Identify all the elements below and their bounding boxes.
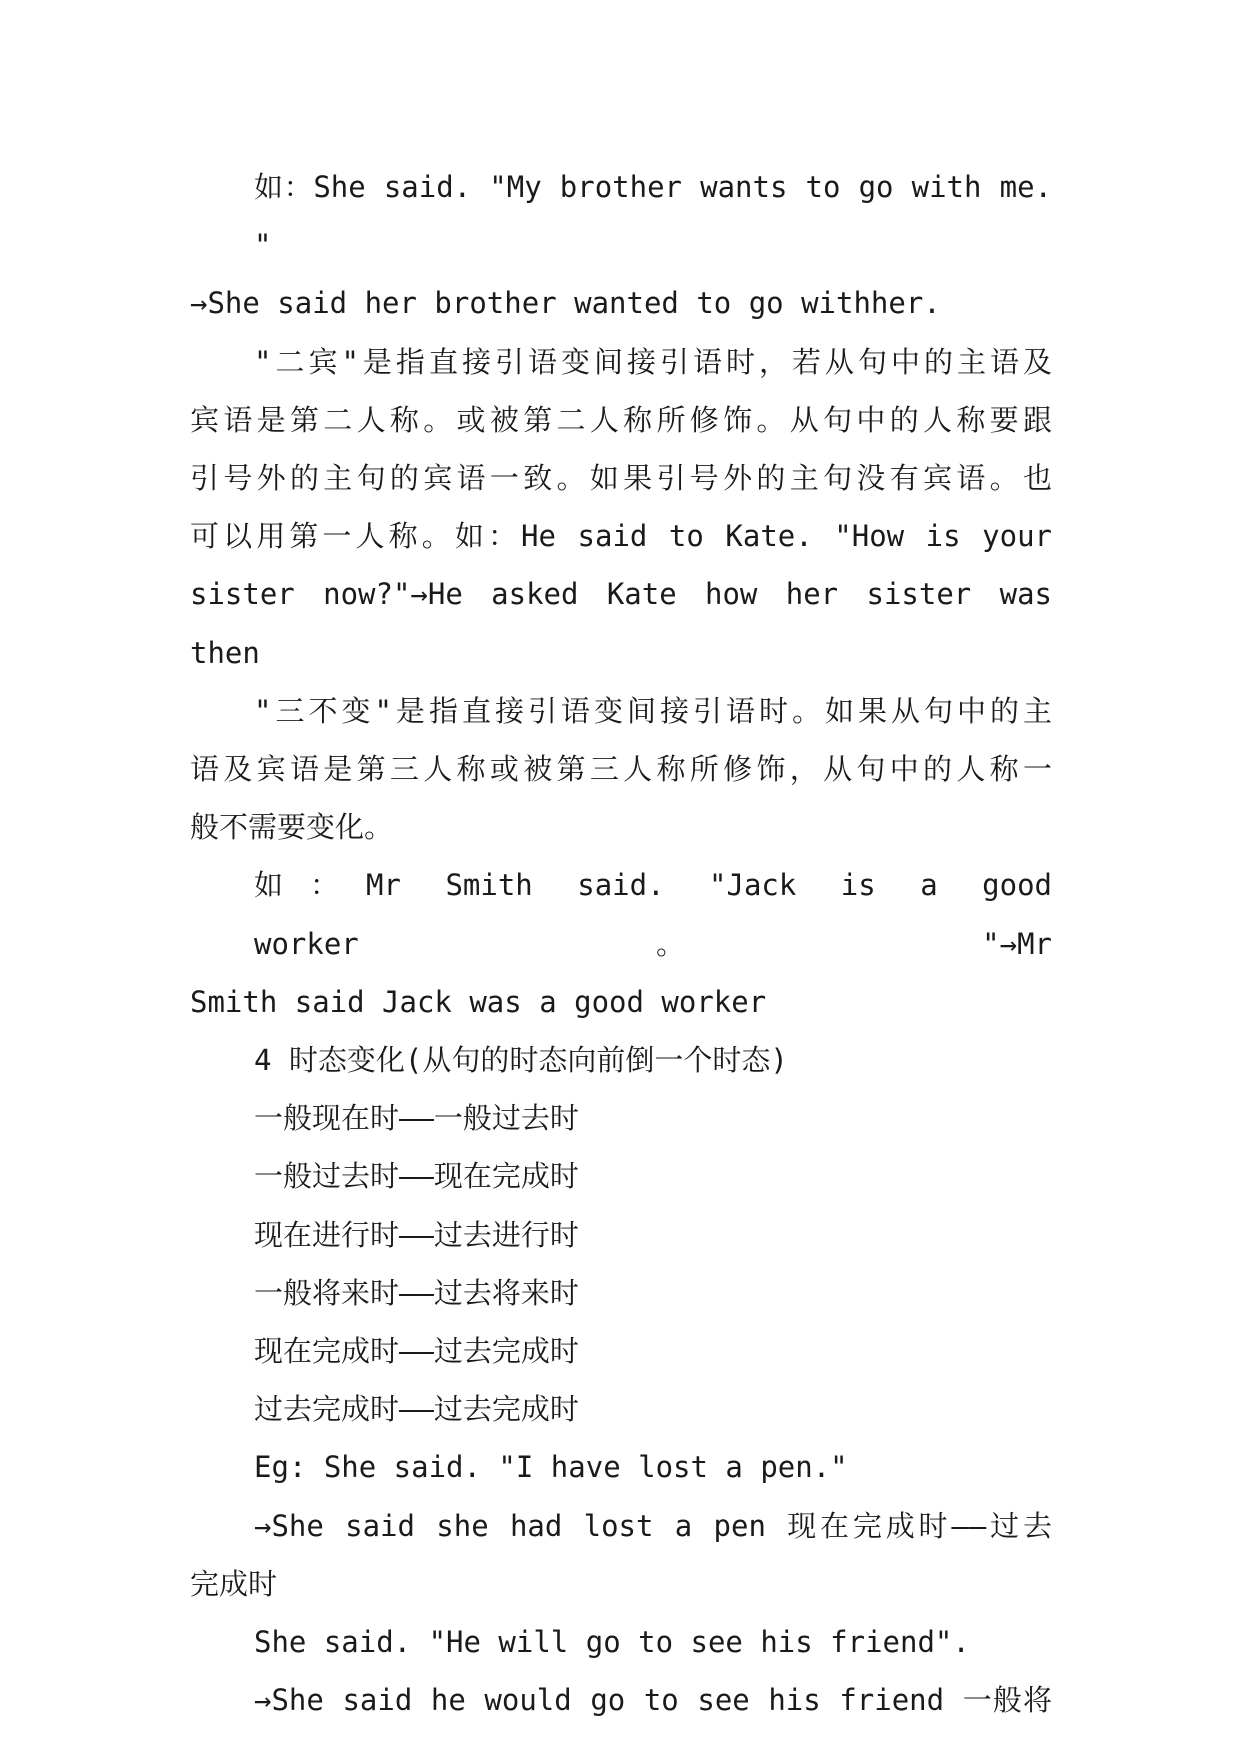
paragraph-example-brother (190, 158, 1052, 333)
text-line: 宾语是第二人称。或被第二人称所修饰。从句中的人称要跟 (190, 402, 1052, 437)
paragraph-example-smith (190, 856, 1052, 1031)
text-line: 般不需要变化。 (190, 810, 394, 845)
paragraph-example-friend-result (190, 1671, 1052, 1729)
text-line: 可以用第一人称。如：He said to Kate. "How is your (190, 519, 1052, 554)
text-line: →She said she had lost a pen 现在完成时——过去 (254, 1508, 1052, 1543)
text-line: Eg: She said. "I have lost a pen." (254, 1450, 848, 1485)
text-line: 4 时态变化(从句的时态向前倒一个时态) (254, 1043, 788, 1078)
tense-mapping-item (190, 1322, 1052, 1380)
text-line: Smith said Jack was a good worker (190, 984, 767, 1019)
text-line: "二宾"是指直接引语变间接引语时，若从句中的主语及 (254, 344, 1052, 379)
text-line: 语及宾语是第三人称或被第三人称所修饰，从句中的人称一 (190, 752, 1052, 787)
paragraph-third-person-rule (190, 682, 1052, 857)
text-line: She said. "He will go to see his friend". (254, 1625, 970, 1660)
text-line: 过去完成时——过去完成时 (254, 1392, 579, 1427)
text-line: →She said her brother wanted to go withher. (190, 286, 941, 321)
tense-mapping-item (190, 1089, 1052, 1147)
text-line: "三不变"是指直接引语变间接引语时。如果从句中的主 (254, 693, 1052, 728)
text-line: 引号外的主句的宾语一致。如果引号外的主句没有宾语。也 (190, 461, 1052, 496)
text-line: 一般将来时——过去将来时 (254, 1275, 579, 1310)
tense-mapping-item (190, 1380, 1052, 1438)
text-line: 如：She said. "My brother wants to go with me. " (254, 170, 1052, 263)
text-line: 一般过去时——现在完成时 (254, 1159, 579, 1194)
text-line: 现在进行时——过去进行时 (254, 1217, 579, 1252)
paragraph-second-person-rule (190, 333, 1052, 682)
text-line: sister now?"→He asked Kate how her sister was then (190, 577, 1052, 670)
tense-mapping-item (190, 1206, 1052, 1264)
paragraph-example-pen (190, 1438, 1052, 1496)
document-body (190, 158, 1052, 1729)
tense-mapping-item (190, 1147, 1052, 1205)
paragraph-example-pen-result (190, 1497, 1052, 1613)
text-line: 一般现在时——一般过去时 (254, 1101, 579, 1136)
paragraph-example-friend (190, 1613, 1052, 1671)
text-line: →She said he would go to see his friend 一般将 (254, 1683, 1052, 1718)
section-heading-tense-change (190, 1031, 1052, 1089)
text-line: 完成时 (190, 1566, 278, 1601)
text-line: 如：Mr Smith said. "Jack is a good worker。"→Mr (254, 868, 1052, 961)
tense-mapping-item (190, 1264, 1052, 1322)
text-line: 现在完成时——过去完成时 (254, 1334, 579, 1369)
